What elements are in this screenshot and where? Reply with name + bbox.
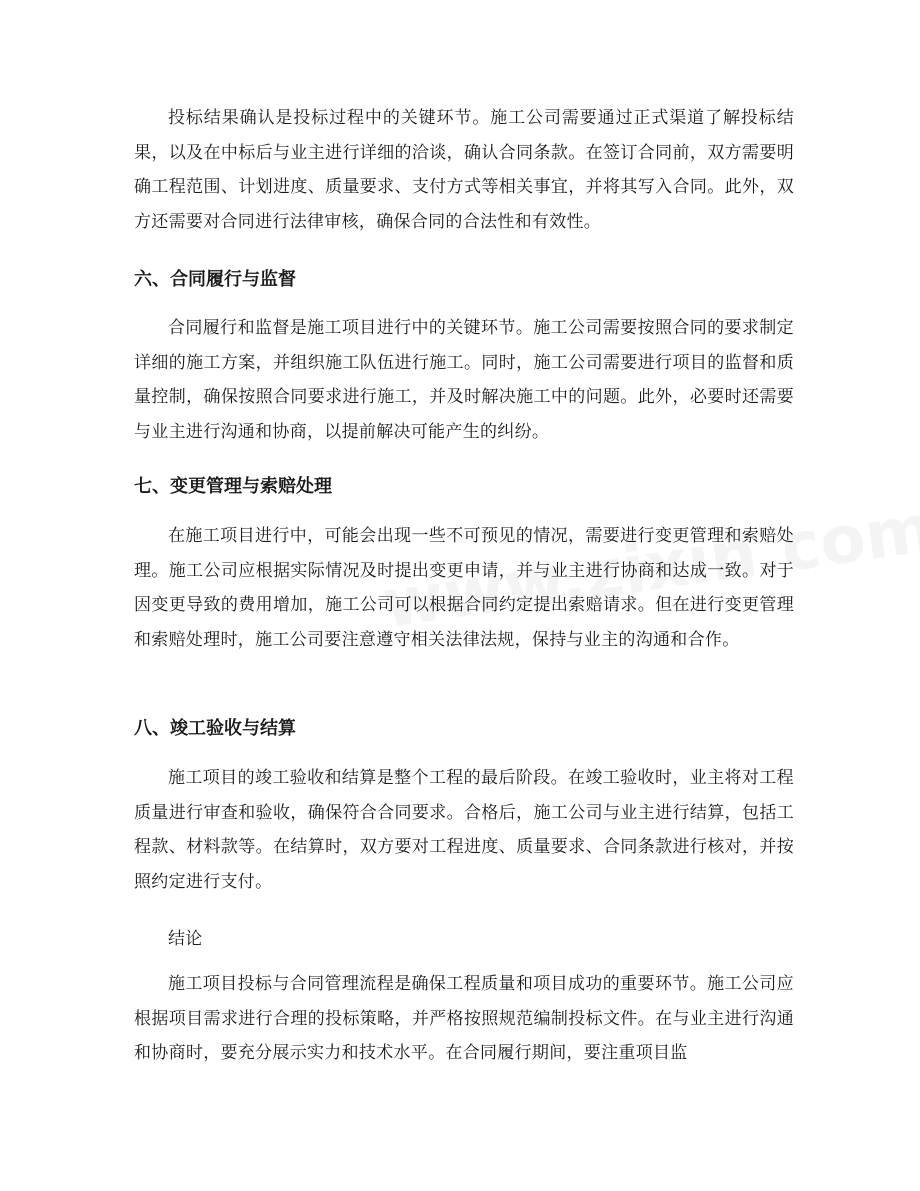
paragraph-text: 投标结果确认是投标过程中的关键环节。施工公司需要通过正式渠道了解投标结果，以及在中标后与业主进行详细的洽谈，确认合同条款。在签订合同前，双方需要明确工程范围、计划进度、质量要求、支付方式等相关事宜，并将其写入合同。此外，双方还需要对合同进行法律审核，确保合同的合法性和有效性。 [134, 108, 794, 232]
section-heading-8 [134, 714, 794, 744]
section-heading-6 [134, 265, 794, 295]
paragraph-text: 在施工项目进行中，可能会出现一些不可预见的情况，需要进行变更管理和索赔处理。施工公司应根据实际情况及时提出变更申请，并与业主进行协商和达成一致。对于因变更导致的费用增加，施工公司可以根据合同约定提出索赔请求。但在进行变更管理和索赔处理时，施工公司要注意遵守相关法律法规，保持与业主的沟通和合作。 [134, 526, 794, 650]
paragraph-text: 合同履行和监督是施工项目进行中的关键环节。施工公司需要按照合同的要求制定详细的施工方案，并组织施工队伍进行施工。同时，施工公司需要进行项目的监督和质量控制，确保按照合同要求进行施工，并及时解决施工中的问题。此外，必要时还需要与业主进行沟通和协商，以提前解决可能产生的纠纷。 [134, 318, 794, 442]
section-heading-7 [134, 472, 794, 502]
paragraph-contract-performance [134, 311, 794, 449]
paragraph-completion-settlement [134, 761, 794, 899]
paragraph-text: 施工项目投标与合同管理流程是确保工程质量和项目成功的重要环节。施工公司应根据项目需求进行合理的投标策略，并严格按照规范编制投标文件。在与业主进行沟通和协商时，要充分展示实力和技术水平。在合同履行期间，要注重项目监 [134, 974, 794, 1063]
conclusion-text: 结论 [168, 929, 203, 949]
paragraph-change-management [134, 519, 794, 657]
conclusion-label [134, 922, 794, 957]
paragraph-conclusion [134, 967, 794, 1071]
paragraph-text: 施工项目的竣工验收和结算是整个工程的最后阶段。在竣工验收时，业主将对工程质量进行审查和验收，确保符合合同要求。合格后，施工公司与业主进行结算，包括工程款、材料款等。在结算时，双方要对工程进度、质量要求、合同条款进行核对，并按照约定进行支付。 [134, 768, 794, 892]
heading-text: 七、变更管理与索赔处理 [134, 476, 332, 497]
heading-text: 八、竣工验收与结算 [134, 718, 296, 739]
heading-text: 六、合同履行与监督 [134, 269, 296, 290]
paragraph-bid-result [134, 101, 794, 239]
